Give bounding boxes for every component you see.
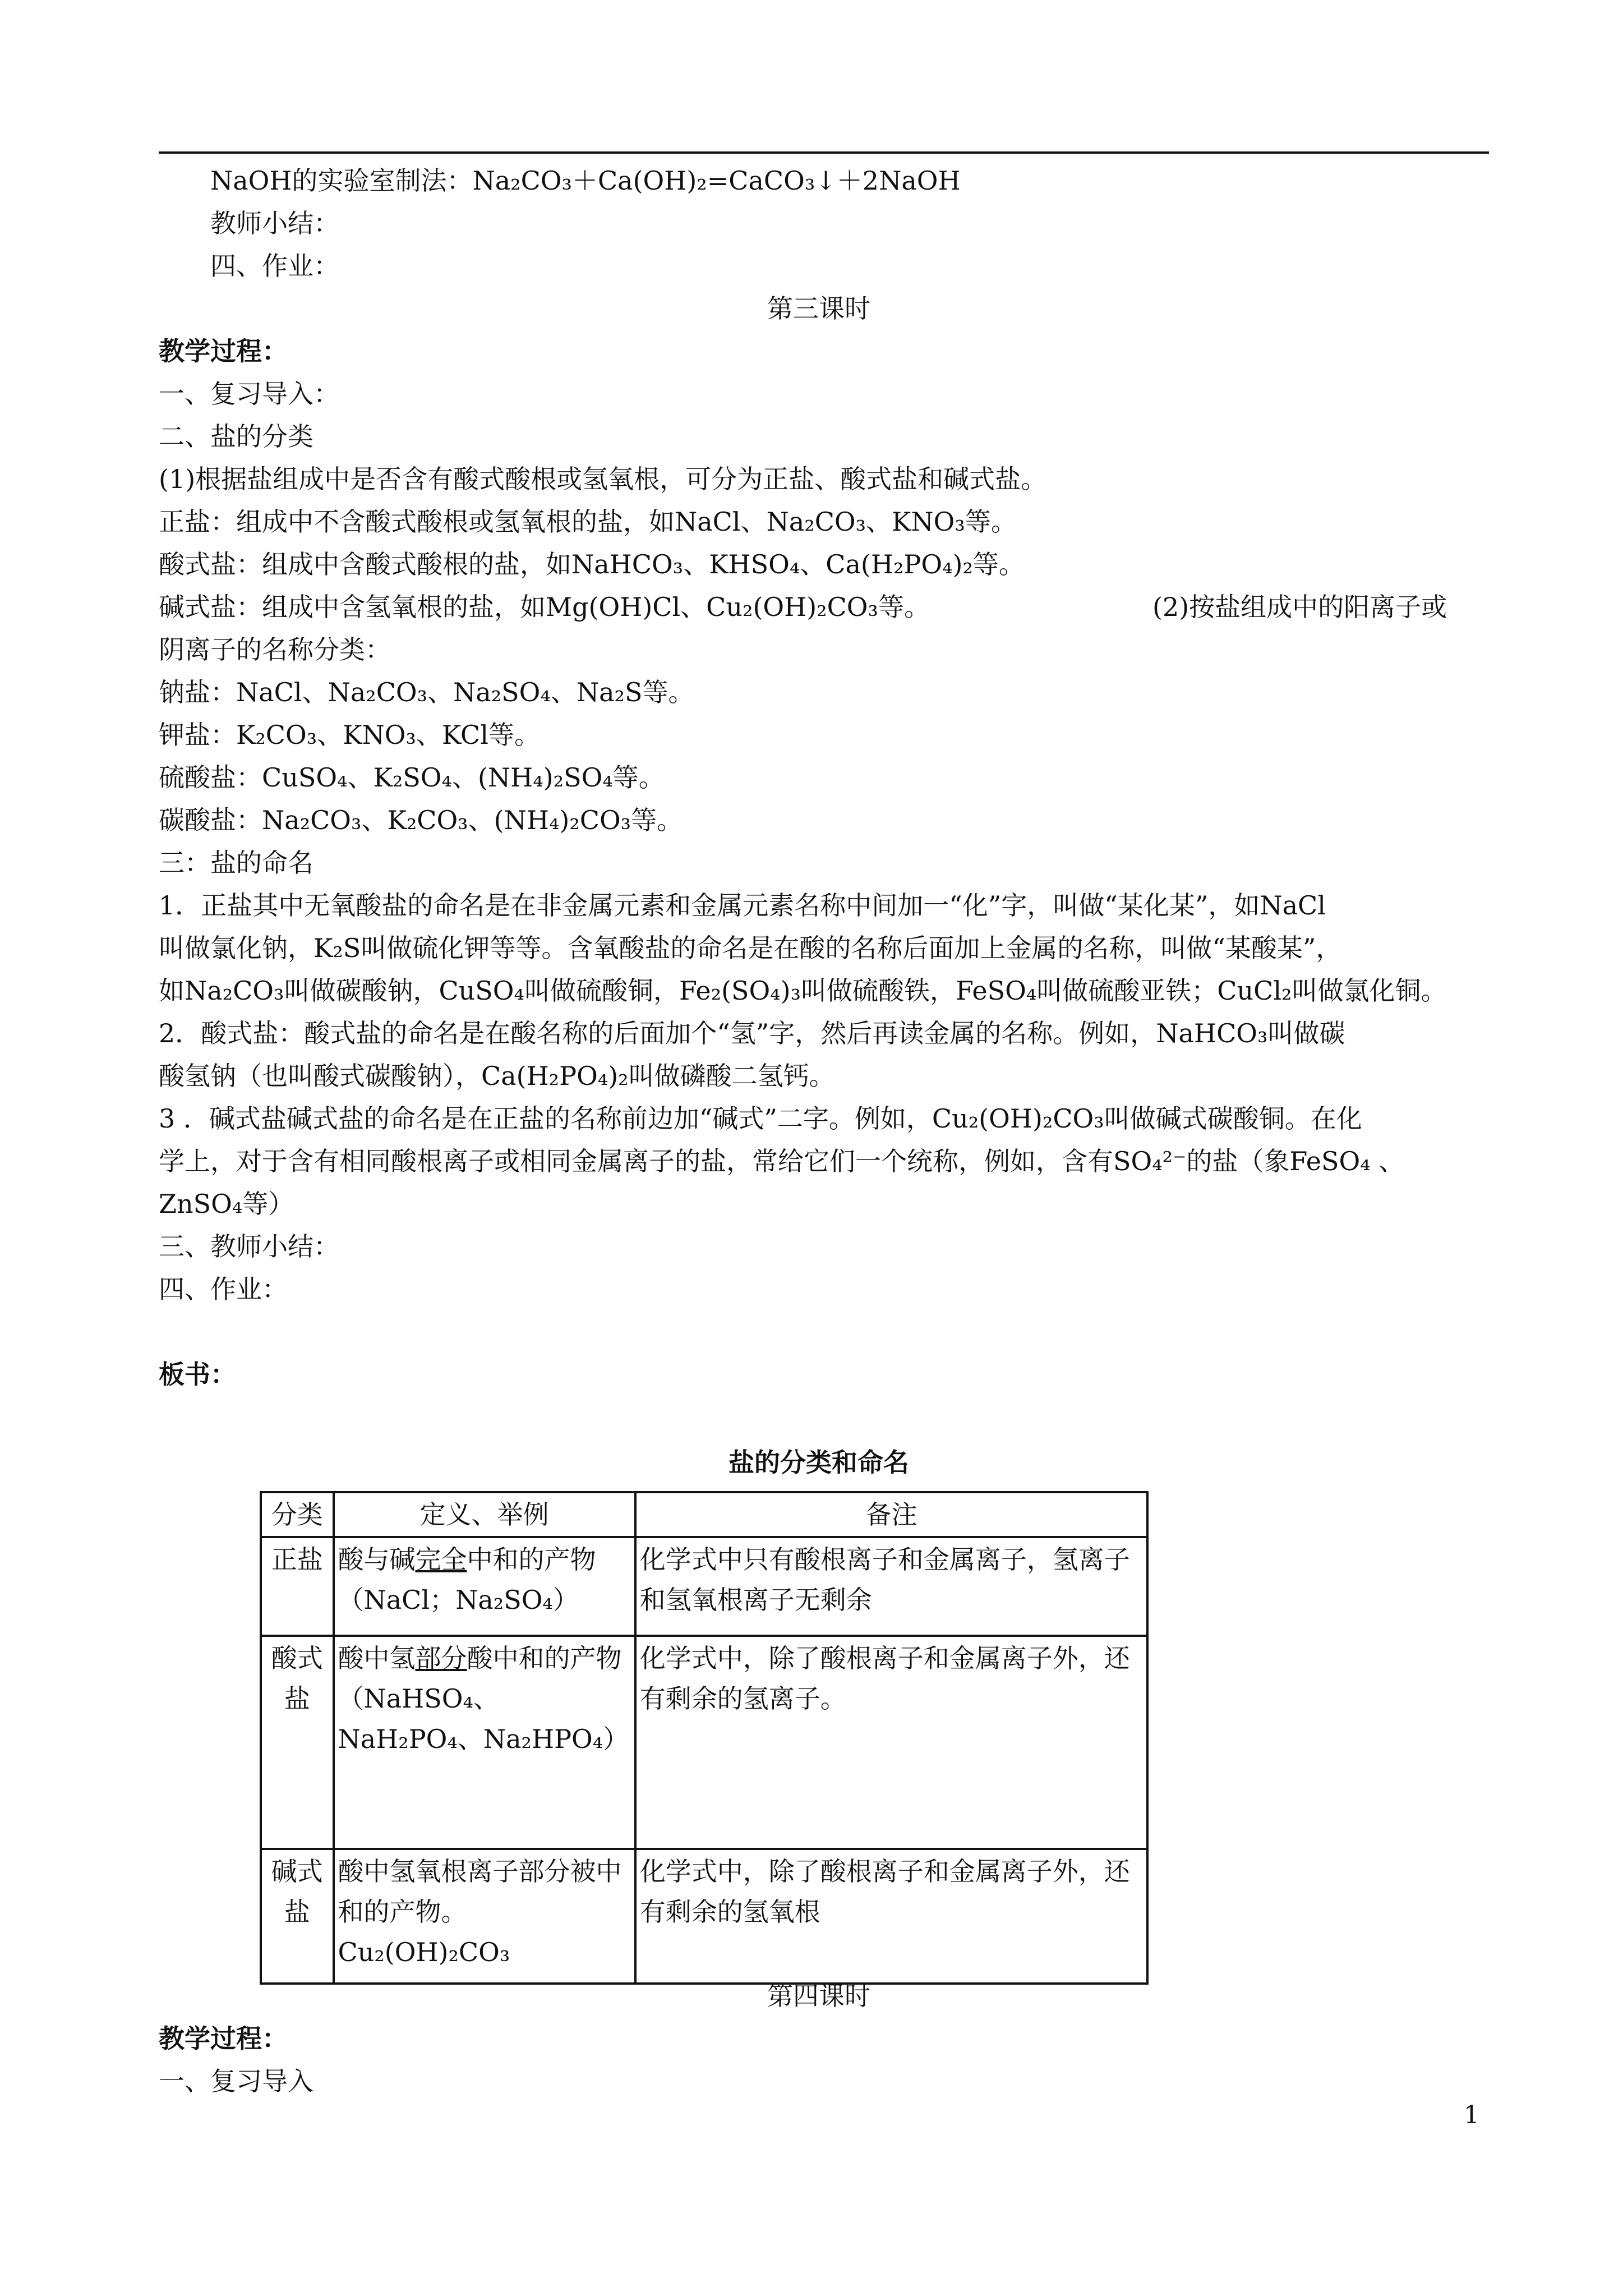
text-line: 学上，对于含有相同酸根离子或相同金属离子的盐，常给它们一个统称，例如，含有SO₄²⁻的盐（象FeSO₄ 、	[159, 1146, 1405, 1176]
text-line: 钠盐：NaCl、Na₂CO₃、Na₂SO₄、Na₂S等。	[159, 677, 694, 707]
text-line: 1．正盐其中无氧酸盐的命名是在非金属元素和金属元素名称中间加一“化”字，叫做“某化某”，如NaCl	[159, 890, 1326, 921]
definition-text: 酸中氢氧根离子部分被中和的产物。Cu₂(OH)₂CO₃	[338, 1856, 622, 1967]
text-line: 3 ．碱式盐碱式盐的命名是在正盐的名称前边加“碱式”二字。例如，Cu₂(OH)₂CO₃叫做碱式碳酸铜。在化	[159, 1103, 1362, 1134]
header-rule	[159, 151, 1489, 154]
text-line: 正盐：组成中不含酸式酸根或氢氧根的盐，如NaCl、Na₂CO₃、KNO₃等。	[159, 507, 1017, 537]
text-line: 三、教师小结：	[159, 1231, 339, 1262]
header-cell: 备注	[635, 1492, 1147, 1537]
definition-text: 酸中氢	[338, 1643, 416, 1673]
definition-text: 酸与碱	[338, 1544, 416, 1575]
salt-classification-table	[260, 1491, 1149, 1985]
text-line: 教师小结：	[210, 208, 339, 238]
heading: 教学过程：	[159, 2023, 288, 2054]
note-cell: 化学式中，除了酸根离子和金属离子外，还有剩余的氢氧根	[635, 1849, 1147, 1984]
definition-text: 酸中和的产物 （NaHSO₄、NaH₂PO₄、Na₂HPO₄）	[338, 1643, 629, 1754]
text-line: (1)根据盐组成中是否含有酸式酸根或氢氧根，可分为正盐、酸式盐和碱式盐。	[159, 464, 1047, 494]
text-line: 一、复习导入	[159, 2066, 313, 2096]
text-line: 硫酸盐：CuSO₄、K₂SO₄、(NH₄)₂SO₄等。	[159, 762, 665, 793]
type-cell: 酸式盐	[261, 1636, 334, 1849]
text-line: 三：盐的命名	[159, 848, 313, 878]
table-title: 盐的分类和命名	[728, 1447, 909, 1478]
heading: 教学过程：	[159, 336, 288, 366]
text-line: 二、盐的分类	[159, 421, 313, 452]
text-line: 碳酸盐：Na₂CO₃、K₂CO₃、(NH₄)₂CO₃等。	[159, 805, 683, 835]
text-line: 一、复习导入：	[159, 379, 339, 409]
text-line: 四、作业：	[159, 1274, 288, 1304]
table-row	[261, 1537, 1147, 1636]
definition-cell	[334, 1636, 635, 1849]
definition-cell	[334, 1537, 635, 1636]
header-cell: 定义、举例	[334, 1492, 635, 1537]
note-cell: 化学式中只有酸根离子和金属离子，氢离子和氢氧根离子无剩余	[635, 1537, 1147, 1636]
text-line: 酸氢钠（也叫酸式碳酸钠），Ca(H₂PO₄)₂叫做磷酸二氢钙。	[159, 1061, 835, 1091]
text-line: 阴离子的名称分类：	[159, 634, 391, 665]
definition-cell	[334, 1849, 635, 1984]
text-line: 四、作业：	[210, 251, 339, 281]
text-line: 2．酸式盐：酸式盐的命名是在酸名称的后面加个“氢”字，然后再读金属的名称。例如，NaHCO₃叫做碳	[159, 1018, 1345, 1048]
definition-underlined: 部分	[415, 1643, 467, 1673]
table-header-row	[261, 1492, 1147, 1537]
text-line: NaOH的实验室制法：Na₂CO₃＋Ca(OH)₂=CaCO₃↓＋2NaOH	[210, 165, 961, 196]
section-title: 第四课时	[767, 1981, 870, 2011]
table-row	[261, 1636, 1147, 1849]
text-line: 钾盐：K₂CO₃、KNO₃、KCl等。	[159, 720, 540, 750]
header-cell: 分类	[261, 1492, 334, 1537]
text-line: 碱式盐：组成中含氢氧根的盐，如Mg(OH)Cl、Cu₂(OH)₂CO₃等。	[159, 592, 930, 622]
heading: 板书：	[159, 1359, 236, 1389]
page-number: 1	[1464, 2101, 1479, 2129]
note-cell: 化学式中，除了酸根离子和金属离子外，还有剩余的氢离子。	[635, 1636, 1147, 1849]
table-row	[261, 1849, 1147, 1984]
text-line: ZnSO₄等）	[159, 1189, 294, 1219]
definition-text: 中和的产物（NaCl；Na₂SO₄）	[338, 1544, 596, 1615]
definition-underlined: 完全	[415, 1544, 467, 1575]
text-line: 叫做氯化钠，K₂S叫做硫化钾等等。含氧酸盐的命名是在酸的名称后面加上金属的名称，叫做“某酸某”，	[159, 933, 1342, 963]
type-cell: 碱式盐	[261, 1849, 334, 1984]
text-line: 酸式盐：组成中含酸式酸根的盐，如NaHCO₃、KHSO₄、Ca(H₂PO₄)₂等。	[159, 549, 1025, 579]
text-line: (2)按盐组成中的阳离子或	[1152, 592, 1447, 622]
type-cell: 正盐	[261, 1537, 334, 1636]
section-title: 第三课时	[767, 293, 870, 324]
text-line: 如Na₂CO₃叫做碳酸钠，CuSO₄叫做硫酸铜，Fe₂(SO₄)₃叫做硫酸铁，FeSO₄叫做硫酸亚铁；CuCl₂叫做氯化铜。	[159, 976, 1447, 1006]
